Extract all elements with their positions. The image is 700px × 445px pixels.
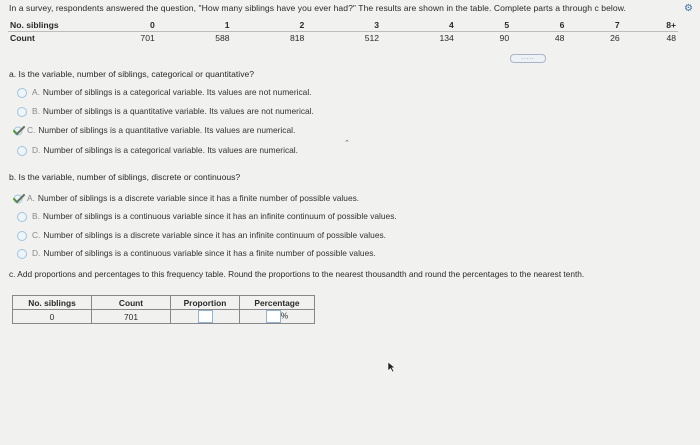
row-label-siblings: No. siblings	[8, 19, 82, 32]
part-a-option-d[interactable]	[17, 145, 298, 156]
cat-2: 2	[232, 19, 307, 32]
part-a-option-a[interactable]	[17, 87, 312, 98]
radio-icon[interactable]	[17, 212, 27, 222]
radio-icon[interactable]	[17, 146, 27, 156]
count-0: 701	[140, 33, 155, 43]
col-header-percentage: Percentage	[240, 296, 315, 310]
checkmark-selected-icon[interactable]	[13, 126, 27, 136]
option-text: Number of siblings is a quantitative variable. Its values are not numerical.	[42, 106, 314, 116]
part-a-option-b[interactable]	[17, 106, 314, 117]
cat-0: 0	[82, 19, 157, 32]
table-row	[8, 32, 678, 45]
col-header-proportion: Proportion	[171, 296, 240, 310]
percentage-input[interactable]	[266, 310, 281, 323]
cell-proportion	[171, 310, 240, 324]
table-row	[13, 296, 315, 310]
cat-5: 5	[456, 19, 511, 32]
count-7: 26	[610, 33, 620, 43]
table-row	[13, 310, 315, 324]
col-header-count: Count	[92, 296, 171, 310]
cell-siblings: 0	[13, 310, 92, 324]
part-b-option-b[interactable]	[17, 211, 397, 222]
part-b-question: b. Is the variable, number of siblings, discrete or continuous?	[9, 172, 241, 182]
cat-1: 1	[157, 19, 232, 32]
radio-icon[interactable]	[17, 249, 27, 259]
mouse-cursor-icon	[387, 361, 396, 373]
option-key: B.	[32, 106, 40, 116]
expand-more-button[interactable]: .....	[510, 54, 546, 63]
count-5: 90	[499, 33, 510, 43]
option-text: Number of siblings is a categorical variable. Its values are not numerical.	[42, 87, 312, 97]
checkmark-selected-icon[interactable]	[13, 194, 27, 204]
part-c-question: c. Add proportions and percentages to this frequency table. Round the proportions to the nearest thousandth and round the percentages to the nearest tenth.	[9, 269, 585, 279]
option-key: D.	[32, 145, 41, 155]
caret-up-icon: ⌃	[344, 140, 350, 147]
option-text: Number of siblings is a quantitative variable. Its values are numerical.	[38, 125, 296, 135]
part-a-option-c[interactable]	[17, 125, 295, 136]
count-1: 588	[215, 33, 230, 43]
proportion-input[interactable]	[198, 310, 213, 323]
settings-gear-icon[interactable]: ⚙	[684, 3, 693, 14]
count-4: 134	[439, 33, 454, 43]
option-text: Number of siblings is a continuous variable since it has a finite number of possible values.	[43, 248, 376, 258]
option-text: Number of siblings is a categorical variable. Its values are numerical.	[43, 145, 298, 155]
option-text: Number of siblings is a discrete variable since it has a finite number of possible values.	[37, 193, 360, 203]
percent-suffix: %	[280, 310, 289, 321]
proportion-table	[12, 295, 315, 324]
option-text: Number of siblings is a continuous variable since it has an infinite continuum of possible values.	[42, 211, 397, 221]
option-key: D.	[32, 248, 41, 258]
count-2: 818	[289, 33, 305, 43]
radio-icon[interactable]	[17, 231, 27, 241]
cell-count: 701	[92, 310, 171, 324]
part-a-question: a. Is the variable, number of siblings, categorical or quantitative?	[9, 69, 255, 79]
option-key: A.	[32, 87, 40, 97]
count-6: 48	[554, 33, 565, 43]
part-b-option-d[interactable]	[17, 248, 376, 259]
option-text: Number of siblings is a discrete variable since it has an infinite continuum of possible values.	[43, 230, 386, 240]
question-intro: In a survey, respondents answered the question, "How many siblings have you ever had?" The results are shown in the table. Complete parts a through c below.	[9, 3, 626, 13]
option-key: C.	[27, 125, 36, 135]
cell-percentage	[240, 310, 315, 324]
cat-4: 4	[381, 19, 456, 32]
cat-6: 6	[511, 19, 566, 32]
option-key: B.	[32, 211, 40, 221]
count-8plus: 48	[666, 33, 676, 43]
option-key: C.	[32, 230, 41, 240]
part-b-option-c[interactable]	[17, 230, 386, 241]
col-header-siblings: No. siblings	[13, 296, 92, 310]
radio-icon[interactable]	[17, 88, 27, 98]
table-row	[8, 19, 678, 32]
option-key: A.	[27, 193, 35, 203]
frequency-table	[8, 19, 678, 44]
count-3: 512	[364, 33, 380, 43]
cat-7: 7	[566, 19, 621, 32]
cat-3: 3	[306, 19, 381, 32]
cat-8plus: 8+	[622, 19, 678, 32]
radio-icon[interactable]	[17, 107, 27, 117]
part-b-option-a[interactable]	[17, 193, 359, 204]
row-label-count: Count	[10, 33, 35, 43]
